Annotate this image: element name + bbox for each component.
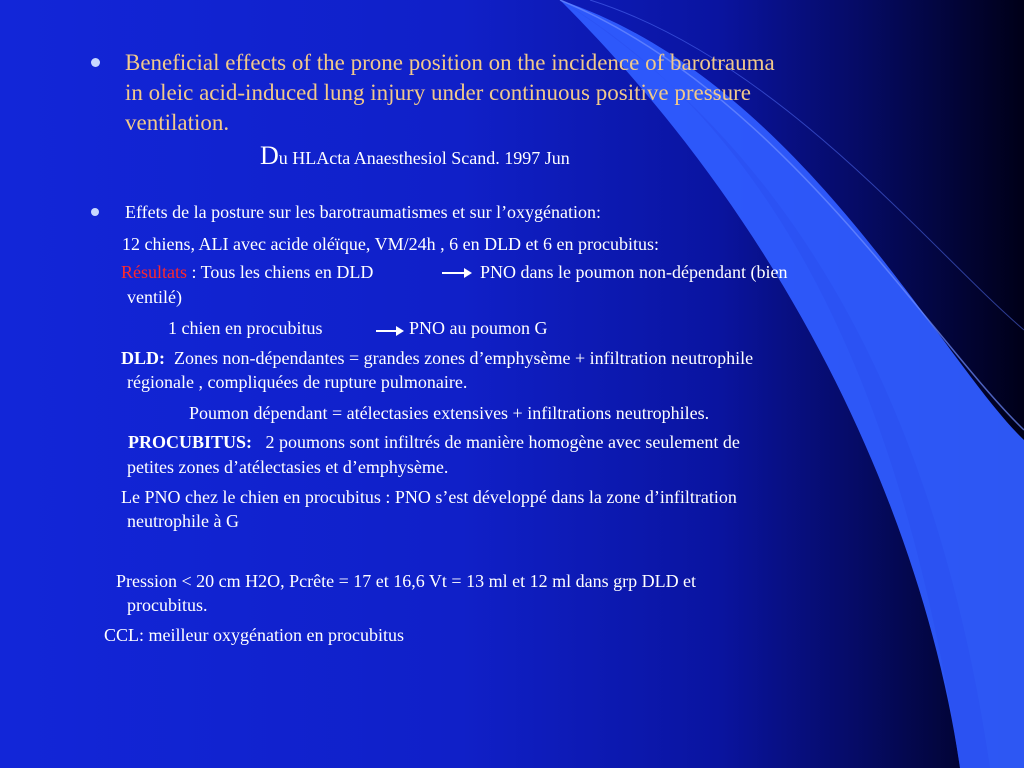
slide-title-line-2: in oleic acid-induced lung injury under continuous positive pressure xyxy=(125,80,751,105)
citation-text: u HLActa Anaesthesiol Scand. 1997 Jun xyxy=(278,148,570,168)
arrow-right-icon-2 xyxy=(376,330,402,332)
results-label: Résultats xyxy=(121,262,187,282)
slide-title-line-1: Beneficial effects of the prone position on the incidence of barotrauma xyxy=(125,50,775,75)
dld-line-2: régionale , compliquées de rupture pulmonaire. xyxy=(127,372,468,392)
dld-line xyxy=(121,347,753,370)
procubitus-text: 2 poumons sont infiltrés de manière homogène avec seulement de xyxy=(265,432,740,452)
citation xyxy=(260,141,570,173)
pressure-line-2: procubitus. xyxy=(127,595,208,615)
procubitus-line-2: petites zones d’atélectasies et d’emphysème. xyxy=(127,457,449,477)
slide-title-line-3: ventilation. xyxy=(125,110,230,135)
results-after-arrow: PNO dans le poumon non-dépendant (bien xyxy=(480,262,788,282)
section-heading: Effets de la posture sur les barotraumatismes et sur l’oxygénation: xyxy=(125,202,602,222)
procubitus-label: PROCUBITUS: xyxy=(128,432,253,452)
pno-line-2: neutrophile à G xyxy=(127,511,239,531)
one-dog-line: 1 chien en procubitus xyxy=(168,318,323,338)
one-dog-result: PNO au poumon G xyxy=(409,318,548,338)
pno-line-1: Le PNO chez le chien en procubitus : PNO s’est développé dans la zone d’infiltration xyxy=(121,487,737,507)
dependent-lung-line: Poumon dépendant = atélectasies extensives + infiltrations neutrophiles. xyxy=(189,403,710,423)
results-line xyxy=(121,261,373,284)
citation-initial: D xyxy=(260,141,279,170)
dld-text: Zones non-dépendantes = grandes zones d’emphysème + infiltration neutrophile xyxy=(174,348,754,368)
conclusion-line: CCL: meilleur oxygénation en procubitus xyxy=(104,625,404,645)
pressure-line-1: Pression < 20 cm H2O, Pcrête = 17 et 16,6 Vt = 13 ml et 12 ml dans grp DLD et xyxy=(116,571,697,591)
bullet-1-icon xyxy=(91,58,100,67)
dld-label: DLD: xyxy=(121,348,165,368)
procubitus-line xyxy=(128,431,740,454)
results-line-2: ventilé) xyxy=(127,287,182,307)
bullet-2-icon xyxy=(91,208,99,216)
arrow-right-icon xyxy=(442,272,470,274)
results-text: : Tous les chiens en DLD xyxy=(187,262,374,282)
dogs-line: 12 chiens, ALI avec acide oléïque, VM/24h , 6 en DLD et 6 en procubitus: xyxy=(122,234,660,254)
